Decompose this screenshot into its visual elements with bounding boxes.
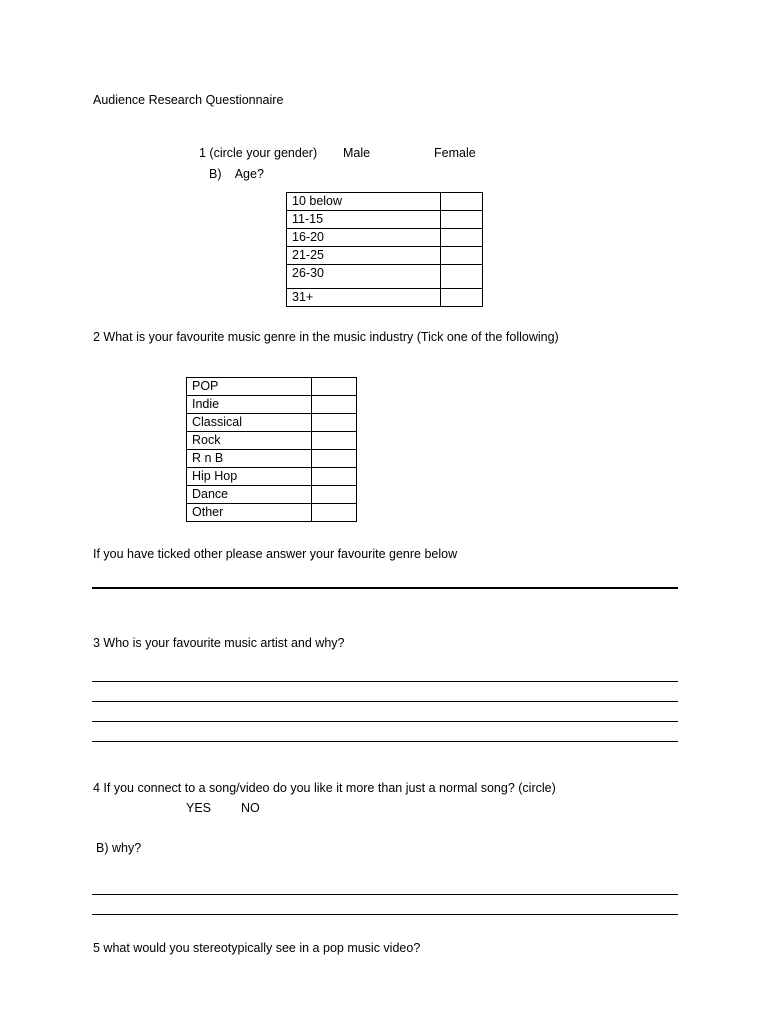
genre-option: Classical [187,414,312,432]
q3-label: 3 Who is your favourite music artist and why? [93,636,345,650]
age-option: 16-20 [287,229,441,247]
table-row [287,247,483,265]
gender-option-male[interactable]: Male [343,146,371,160]
genre-checkbox[interactable] [312,414,357,432]
q4-yes-option[interactable]: YES [186,801,212,815]
q4-no-option[interactable]: NO [241,801,260,815]
other-genre-answer-line[interactable] [92,587,678,589]
genre-option: Rock [187,432,312,450]
gender-option-female[interactable]: Female [434,146,476,160]
age-option: 11-15 [287,211,441,229]
table-row [187,396,357,414]
genre-checkbox[interactable] [312,468,357,486]
q4-label: 4 If you connect to a song/video do you like it more than just a normal song? (circle) [93,781,556,795]
genre-checkbox[interactable] [312,504,357,522]
age-checkbox[interactable] [441,289,483,307]
genre-option: Other [187,504,312,522]
q3-answer-line[interactable] [92,741,678,742]
table-row [187,432,357,450]
table-row [187,504,357,522]
q4-answer-line[interactable] [92,914,678,915]
genre-table [186,377,357,522]
genre-option: POP [187,378,312,396]
q4-answer-line[interactable] [92,894,678,895]
genre-option: Hip Hop [187,468,312,486]
q4-why-label: B) why? [96,841,142,855]
table-row [287,265,483,289]
age-option: 31+ [287,289,441,307]
age-option: 10 below [287,193,441,211]
q3-answer-line[interactable] [92,721,678,722]
page-title: Audience Research Questionnaire [93,93,284,107]
age-checkbox[interactable] [441,211,483,229]
table-row [187,450,357,468]
genre-checkbox[interactable] [312,378,357,396]
genre-checkbox[interactable] [312,396,357,414]
age-option: 26-30 [287,265,441,289]
q3-answer-line[interactable] [92,681,678,682]
age-option: 21-25 [287,247,441,265]
age-table [286,192,483,307]
genre-option: Indie [187,396,312,414]
table-row [287,193,483,211]
q3-answer-line[interactable] [92,701,678,702]
table-row [187,468,357,486]
table-row [187,378,357,396]
genre-checkbox[interactable] [312,486,357,504]
q1-age-label: B) Age? [209,167,264,181]
genre-option: Dance [187,486,312,504]
table-row [287,229,483,247]
genre-checkbox[interactable] [312,450,357,468]
q2-label: 2 What is your favourite music genre in the music industry (Tick one of the following) [93,330,559,344]
table-row [287,211,483,229]
age-checkbox[interactable] [441,193,483,211]
table-row [287,289,483,307]
genre-checkbox[interactable] [312,432,357,450]
q5-label: 5 what would you stereotypically see in a pop music video? [93,941,421,955]
age-checkbox[interactable] [441,265,483,289]
q1-label: 1 (circle your gender) [199,146,318,160]
age-checkbox[interactable] [441,247,483,265]
table-row [187,414,357,432]
q2-other-prompt: If you have ticked other please answer your favourite genre below [93,547,458,561]
table-row [187,486,357,504]
genre-option: R n B [187,450,312,468]
age-checkbox[interactable] [441,229,483,247]
